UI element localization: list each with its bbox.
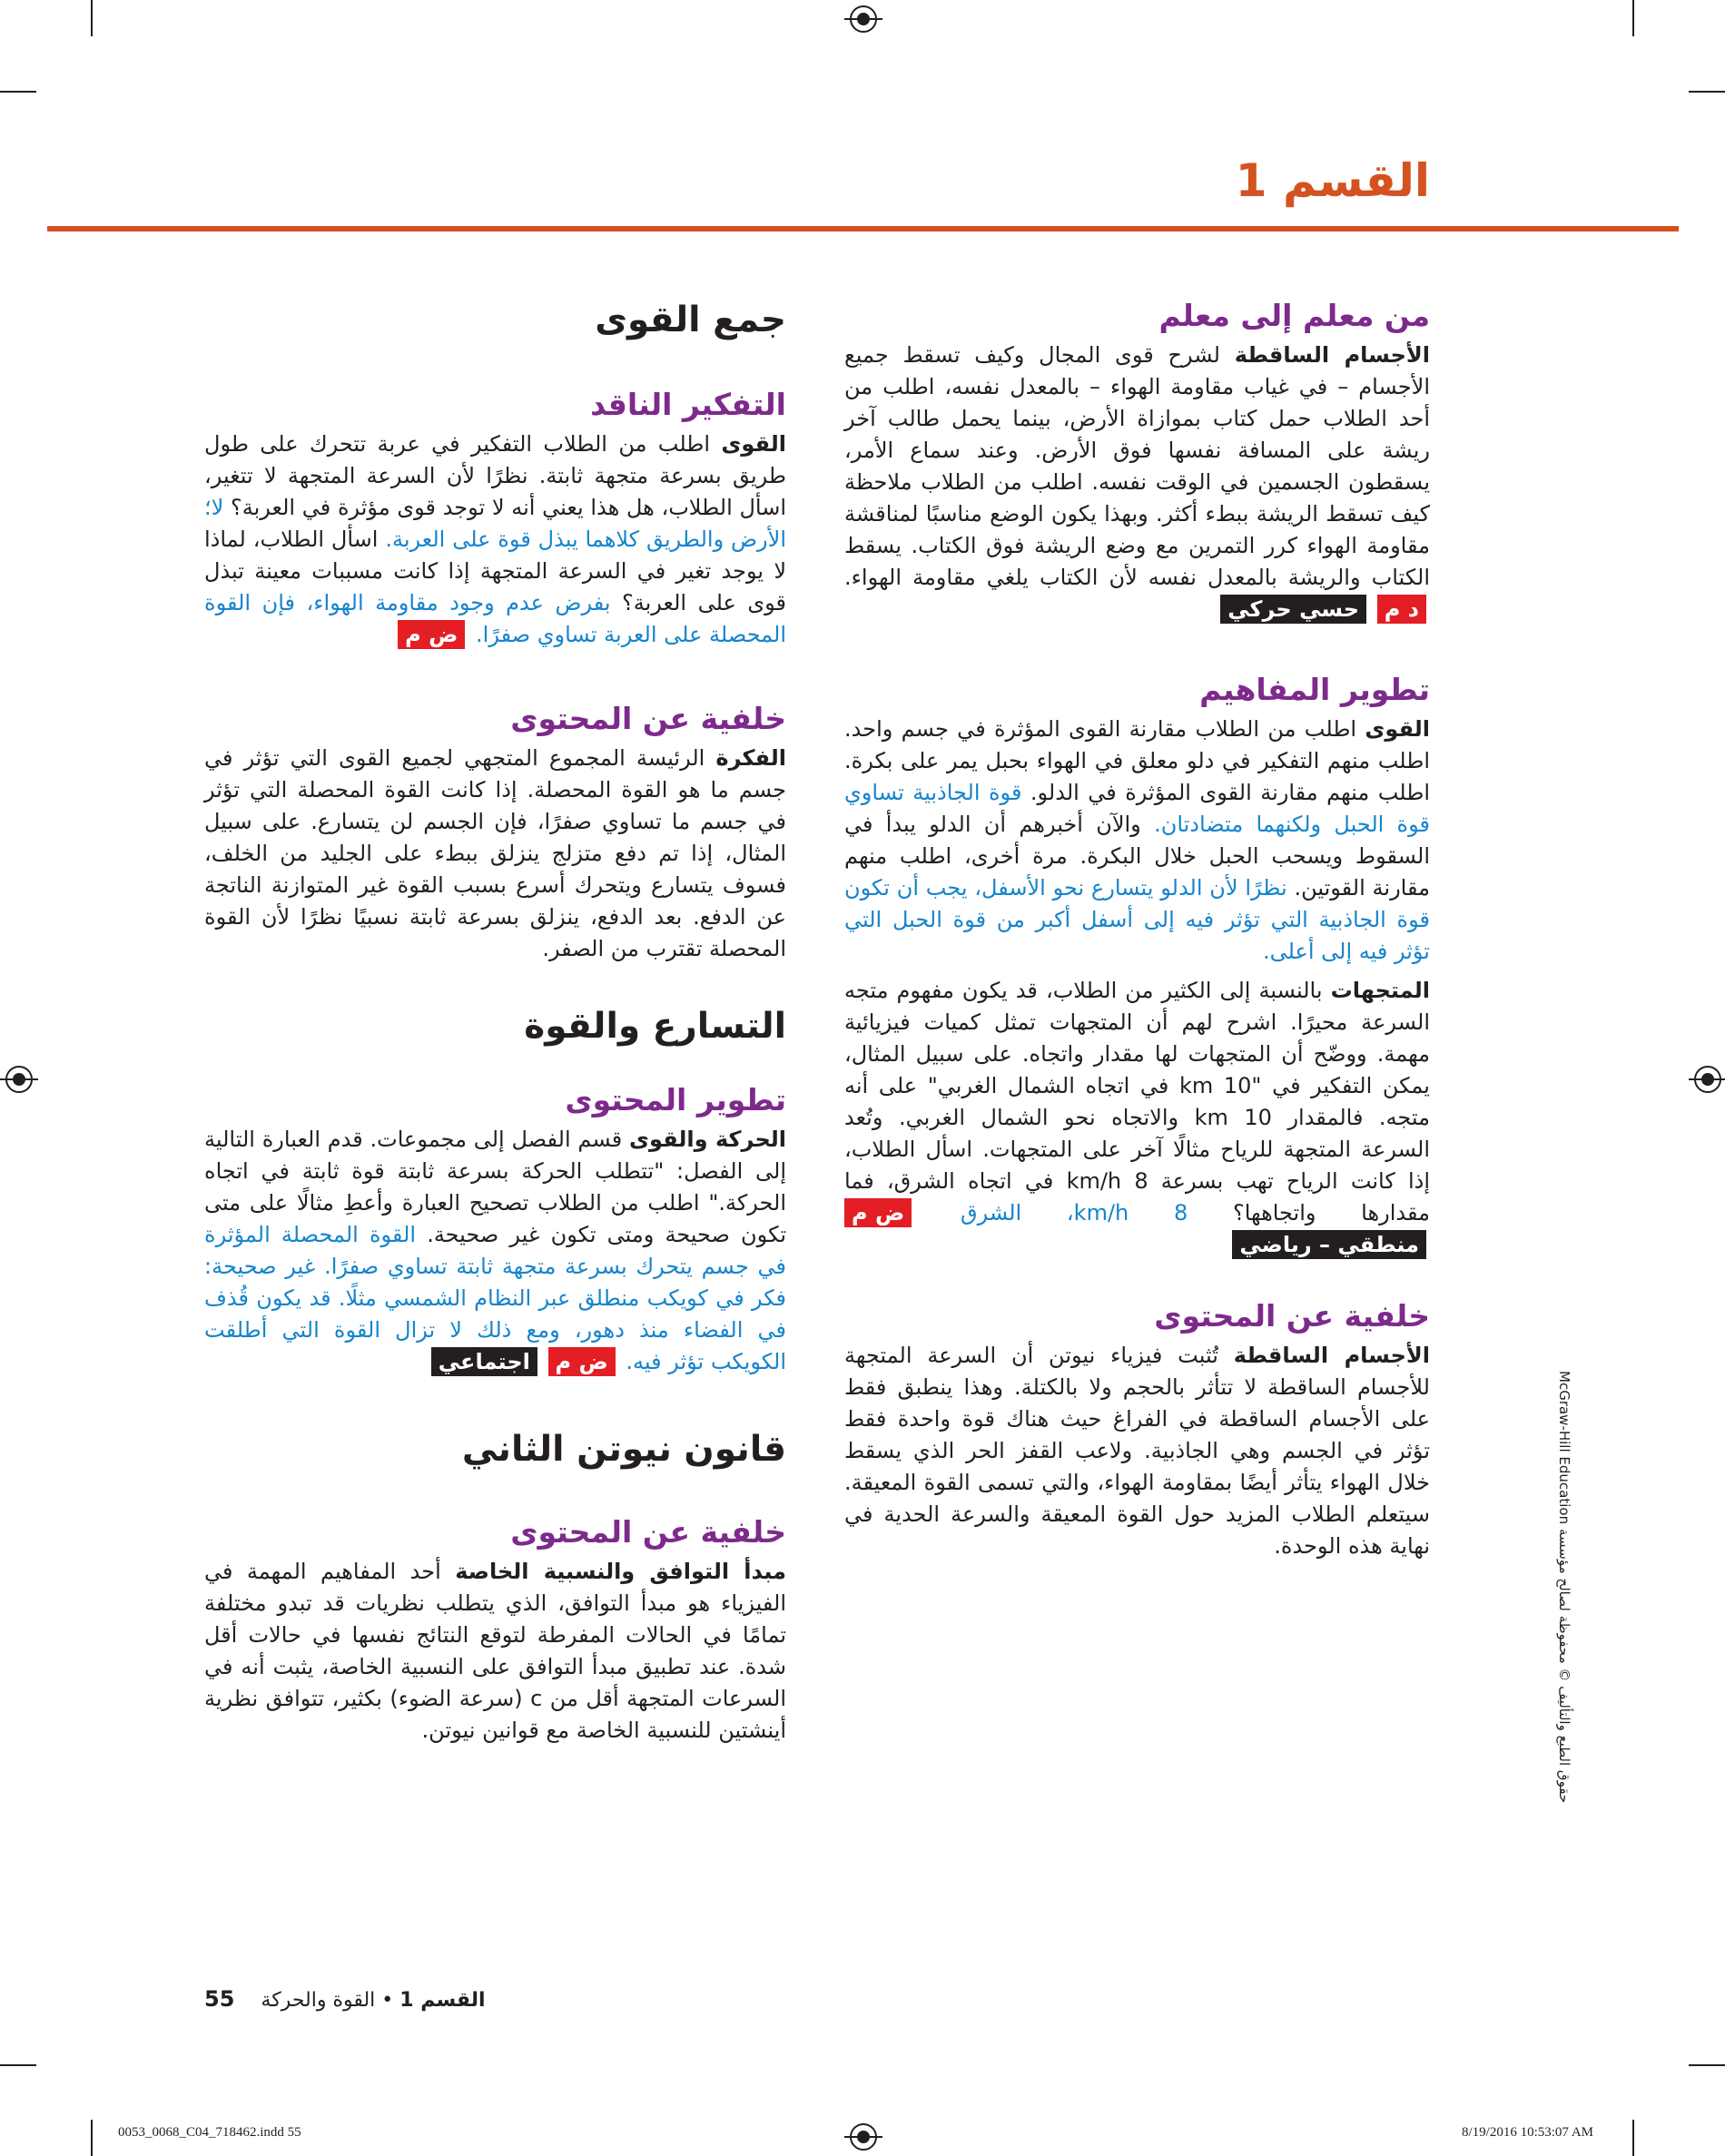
topic-title: التسارع والقوة <box>524 1006 786 1047</box>
learning-style-badge: منطقي – رياضي <box>1232 1230 1426 1259</box>
crop-mark <box>0 2064 36 2066</box>
learning-style-badge: حسي حركي <box>1220 595 1366 624</box>
slug-date: 8/19/2016 10:53:07 AM <box>1462 2125 1594 2140</box>
body-text: اطلب من الطلاب التفكير في عربة تتحرك على طول طريق بسرعة متجهة ثابتة. نظرًا لأن السرعة المتجهة لا تتغير، اسأل الطلاب، هل هذا يعني أنه لا توجد قوى مؤثرة في العربة؟ <box>204 431 786 520</box>
lead-term: الأجسام الساقطة <box>1233 1343 1430 1368</box>
answer-text: قوة الجاذبية تساوي قوة الحبل ولكنهما متضادتان. <box>844 780 1431 837</box>
tag-badge: ض م <box>398 620 465 649</box>
body-text: لشرح قوى المجال وكيف تسقط جميع الأجسام – في غياب مقاومة الهواء – بالمعدل نفسه، اطلب من أحد الطلاب حمل كتاب بموازاة الأرض، بينما يحمل طالب آخر ريشة على المسافة نفسها فوق الأرض. وعند سماع الأمر، يسقطون الجسمين في الوقت نفسه. اطلب من الطلاب ملاحظة كيف تسقط الريشة ببطء أكثر. وبهذا يكون الوضع مناسبًا لمناقشة مقاومة الهواء كرر التمرين مع وضع الريشة فوق الكتاب. يسقط الكتاب والريشة بالمعدل نفسه لأن الكتاب يلغي مقاومة الهواء. <box>844 342 1430 590</box>
paragraph <box>844 714 1430 968</box>
crop-mark <box>0 91 36 93</box>
section-heading: خلفية عن المحتوى <box>510 1514 786 1550</box>
acceleration-force-section <box>204 1004 786 1378</box>
slug-file: 0053_0068_C04_718462.indd 55 <box>118 2125 301 2140</box>
tag-badge: د م <box>1377 595 1426 624</box>
teacher-to-teacher-section <box>844 296 1430 625</box>
answer-text: لا؛ الأرض والطريق كلاهما يبذل قوة على العربة. <box>204 495 787 552</box>
paragraph <box>204 428 786 651</box>
crop-mark <box>1689 91 1725 93</box>
header-rule <box>47 226 1679 231</box>
paragraph <box>204 1124 786 1378</box>
body-text: تُثبت فيزياء نيوتن أن السرعة المتجهة للأجسام الساقطة لا تتأثر بالحجم ولا بالكتلة. وهذا ينطبق فقط على الأجسام الساقطة في الفراغ حيث هناك قوة واحدة فقط تؤثر في الجسم وهي الجاذبية. ولاعب القفز الحر الذي يسقط خلال الهواء يتأثر أيضًا بمقاومة الهواء، والتي تسمى القوة المعيقة. سيتعلم الطلاب المزيد حول القوة المعيقة والسرعة الحدية في نهاية هذه الوحدة. <box>844 1343 1430 1559</box>
section-heading: تطوير المحتوى <box>565 1082 786 1117</box>
body-text: بالنسبة إلى الكثير من الطلاب، قد يكون مفهوم متجه السرعة محيرًا. اشرح لهم أن المتجهات تمثل كميات فيزيائية مهمة. ووضّح أن المتجهات لها مقدار واتجاه. على سبيل المثال، يمكن التفكير في "10 km في اتجاه الشمال الغربي" على أنه متجه. فالمقدار 10 km والاتجاه نحو الشمال الغربي. وتُعد السرعة المتجهة للرياح مثالًا آخر على المتجهات. اسأل الطلاب، إذا كانت الرياح تهب بسرعة 8 km/h في اتجاه الشرق، فما مقدارها واتجاهها؟ <box>844 978 1431 1226</box>
crop-mark <box>1632 2120 1634 2156</box>
copyright-notice: حقوق الطبع والتأليف © محفوظة لصالح مؤسسة McGraw-Hill Education <box>1556 1371 1572 1804</box>
footer-chapter: القوة والحركة <box>261 1989 376 2012</box>
combining-forces-section <box>204 298 786 651</box>
answer-text: 8 km/h، الشرق <box>960 1200 1188 1226</box>
content-background-section <box>204 699 786 965</box>
footer-bullet: • <box>381 1989 394 2012</box>
tag-badge: ض م <box>548 1347 616 1376</box>
section-heading: خلفية عن المحتوى <box>510 701 786 736</box>
crop-mark <box>91 2120 93 2156</box>
topic-title: جمع القوى <box>595 300 786 340</box>
body-text: اطلب من الطلاب مقارنة القوى المؤثرة في جسم واحد. اطلب منهم التفكير في دلو معلق في الهواء بحبل يمر على بكرة. اطلب منهم مقارنة القوى المؤثرة في الدلو. <box>844 716 1430 805</box>
lead-term: القوى <box>1365 716 1430 742</box>
registration-mark-icon <box>850 5 877 33</box>
body-text: الرئيسة المجموع المتجهي لجميع القوى التي تؤثر في جسم ما هو القوة المحصلة. إذا كانت القوة المحصلة التي تؤثر في جسم ما تساوي صفرًا، فإن الجسم لن يتسارع. على سبيل المثال، إذا تم دفع متزلج ينزلق ببطء على الجليد من الخلف، فسوف يتسارع ويتحرك أسرع بسبب القوة غير المتوازنة الناتجة عن الدفع. بعد الدفع، ينزلق بسرعة ثابتة نسبيًا نظرًا لأن القوة المحصلة تقترب من الصفر. <box>204 745 786 961</box>
concept-development-section <box>844 670 1430 1261</box>
page-number: 55 <box>204 1986 235 2012</box>
lead-term: الأجسام الساقطة <box>1234 342 1430 368</box>
section-heading: خلفية عن المحتوى <box>1154 1298 1430 1334</box>
section-heading: تطوير المفاهيم <box>1199 672 1430 707</box>
tag-badge: ض م <box>844 1198 912 1227</box>
page-footer <box>204 1986 486 2012</box>
crop-mark <box>91 0 93 36</box>
section-heading: من معلم إلى معلم <box>1158 298 1430 333</box>
paragraph <box>844 340 1430 625</box>
topic-title: قانون نيوتن الثاني <box>461 1429 786 1470</box>
paragraph <box>844 1340 1430 1562</box>
paragraph <box>204 743 786 965</box>
lead-term: القوى <box>721 431 786 457</box>
answer-text: نظرًا لأن الدلو يتسارع نحو الأسفل، يجب أن تكون قوة الجاذبية التي تؤثر فيه إلى أسفل أكبر من قوة الحبل التي تؤثر فيه إلى أعلى. <box>844 875 1430 964</box>
newtons-second-law-section <box>204 1427 786 1747</box>
section-title: القسم 1 <box>1235 154 1430 207</box>
paragraph <box>844 975 1430 1261</box>
paragraph <box>204 1556 786 1747</box>
registration-mark-icon <box>5 1066 33 1093</box>
content-background-section <box>844 1296 1430 1562</box>
footer-section: القسم 1 <box>399 1989 486 2012</box>
learning-style-badge: اجتماعي <box>431 1347 537 1376</box>
answer-text: بفرض عدم وجود مقاومة الهواء، فإن القوة المحصلة على العربة تساوي صفرًا. <box>204 590 786 647</box>
lead-term: الحركة والقوى <box>629 1127 786 1152</box>
body-text: والآن أخبرهم أن الدلو يبدأ في السقوط ويسحب الحبل خلال البكرة. مرة أخرى، اطلب منهم مقارنة القوتين. <box>844 812 1430 901</box>
body-text: قسم الفصل إلى مجموعات. قدم العبارة التالية إلى الفصل: "تتطلب الحركة بسرعة ثابتة قوة ثابتة في اتجاه الحركة." اطلب من الطلاب تصحيح العبارة وأعطِ مثالًا على متى تكون صحيحة ومتى تكون غير صحيحة. <box>204 1127 786 1247</box>
crop-mark <box>1632 0 1634 36</box>
lead-term: الفكرة <box>715 745 786 771</box>
lead-term: مبدأ التوافق والنسبية الخاصة <box>455 1559 786 1584</box>
registration-mark-icon <box>850 2123 877 2151</box>
section-heading: التفكير الناقد <box>590 387 786 422</box>
lead-term: المتجهات <box>1330 978 1430 1003</box>
body-text: أحد المفاهيم المهمة في الفيزياء هو مبدأ التوافق، الذي يتطلب نظريات قد تبدو مختلفة تمامًا في الحالات المفرطة لتوقع النتائج نفسها في حالات أقل شدة. عند تطبيق مبدأ التوافق على النسبية الخاصة، يثبت أنه في السرعات المتجهة أقل من c (سرعة الضوء) بكثير، تتوافق نظرية أينشتين للنسبية الخاصة مع قوانين نيوتن. <box>204 1559 786 1743</box>
registration-mark-icon <box>1694 1066 1721 1093</box>
answer-text: القوة المحصلة المؤثرة في جسم يتحرك بسرعة متجهة ثابتة تساوي صفرًا. غير صحيحة: فكر في كويكب منطلق عبر النظام الشمسي مثلًا. قد يكون قُذف في الفضاء منذ دهور، ومع ذلك لا تزال القوة التي أطلقت الكويكب تؤثر فيه. <box>204 1222 786 1374</box>
body-text: اسأل الطلاب، لماذا لا يوجد تغير في السرعة المتجهة إذا كانت مسببات معينة تبذل قوى على العربة؟ <box>204 527 786 615</box>
crop-mark <box>1689 2064 1725 2066</box>
